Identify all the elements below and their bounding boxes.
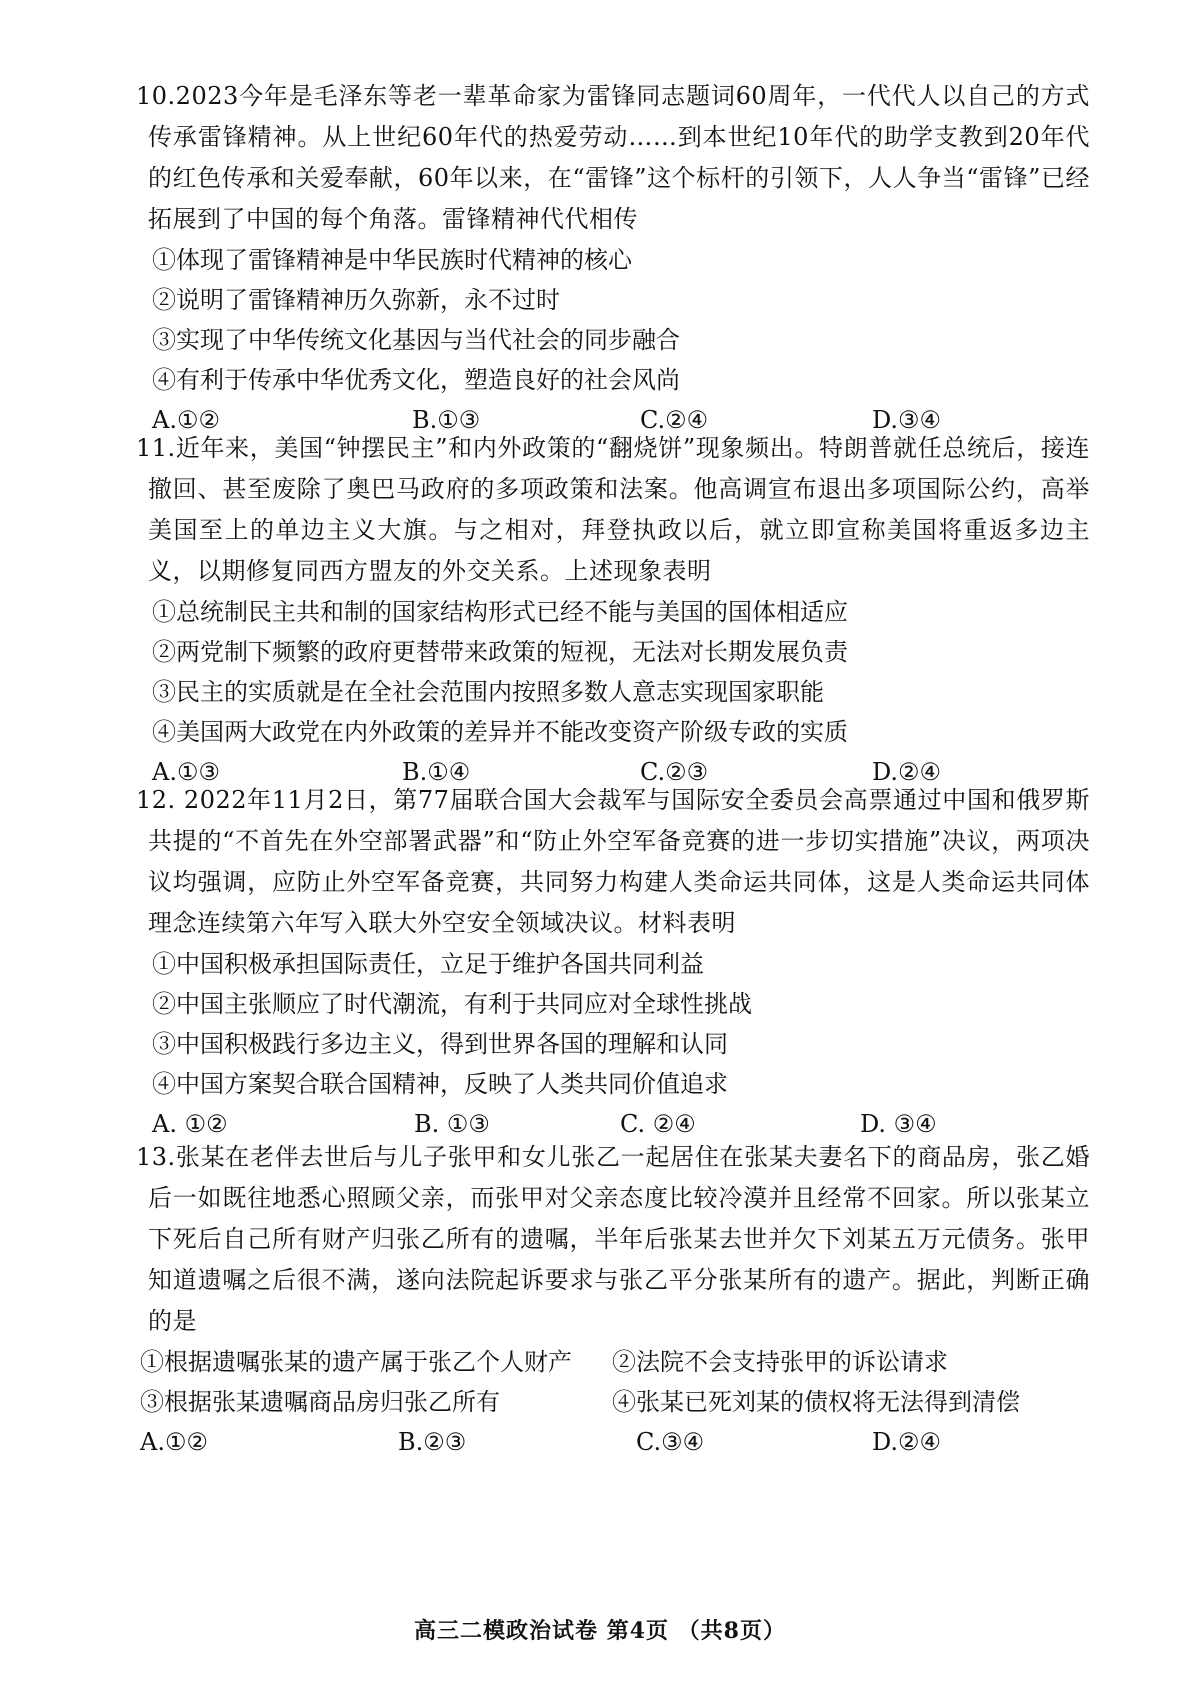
question-13-option-1: ①根据遗嘱张某的遗产属于张乙个人财产 (140, 1348, 572, 1376)
question-13-answer-d: D.②④ (872, 1428, 942, 1456)
page-footer: 高三二模政治试卷 第4页 （共8页） (414, 1618, 786, 1644)
question-12-option-3: ③中国积极践行多边主义，得到世界各国的理解和认同 (152, 1030, 728, 1058)
question-12-option-2: ②中国主张顺应了时代潮流，有利于共同应对全球性挑战 (152, 990, 752, 1018)
question-11 (0, 428, 1200, 792)
question-10-option-1: ①体现了雷锋精神是中华民族时代精神的核心 (152, 246, 632, 274)
question-13-options-row-1 (0, 1342, 1200, 1382)
question-10-answer-d: D.③④ (872, 406, 942, 434)
question-10 (0, 76, 1200, 440)
question-13-stem: 13.张某在老伴去世后与儿子张甲和女儿张乙一起居住在张某夫妻名下的商品房，张乙婚后一如既往地悉心照顾父亲，而张甲对父亲态度比较冷漠并且经常不回家。所以张某立下死后自己所有财产归张乙所有的遗嘱，半年后张某去世并欠下刘某五万元债务。张甲知道遗嘱之后很不满，遂向法院起诉要求与张乙平分张某所有的遗产。据此，判断正确的是 (136, 1143, 1090, 1335)
question-11-answer-c: C.②③ (640, 758, 709, 786)
question-12-answer-a: A. ①② (152, 1110, 228, 1138)
question-12-answer-b: B. ①③ (414, 1110, 490, 1138)
question-11-option-1: ①总统制民主共和制的国家结构形式已经不能与美国的国体相适应 (152, 598, 848, 626)
question-11-answer-b: B.①④ (402, 758, 471, 786)
question-11-answer-a: A.①③ (152, 758, 220, 786)
question-12-answer-c: C. ②④ (620, 1110, 696, 1138)
question-13-option-3: ③根据张某遗嘱商品房归张乙所有 (140, 1388, 500, 1416)
question-13-answers (0, 1422, 1200, 1462)
question-10-answer-c: C.②④ (640, 406, 709, 434)
question-10-stem: 10.2023今年是毛泽东等老一辈革命家为雷锋同志题词60周年，一代代人以自己的方式传承雷锋精神。从上世纪60年代的热爱劳动……到本世纪10年代的助学支教到20年代的红色传承和关爱奉献，60年以来，在“雷锋”这个标杆的引领下，人人争当“雷锋”已经拓展到了中国的每个角落。雷锋精神代代相传 (136, 82, 1090, 233)
question-13-option-2: ②法院不会支持张甲的诉讼请求 (612, 1348, 948, 1376)
question-10-answer-a: A.①② (152, 406, 220, 434)
question-13-options-row-2 (0, 1382, 1200, 1422)
question-13-option-4: ④张某已死刘某的债权将无法得到清偿 (612, 1388, 1020, 1416)
question-11-stem: 11.近年来，美国“钟摆民主”和内外政策的“翻烧饼”现象频出。特朗普就任总统后，接连撤回、甚至废除了奥巴马政府的多项政策和法案。他高调宣布退出多项国际公约，高举美国至上的单边主义大旗。与之相对，拜登执政以后，就立即宣称美国将重返多边主义，以期修复同西方盟友的外交关系。上述现象表明 (136, 434, 1090, 585)
question-12-option-1: ①中国积极承担国际责任，立足于维护各国共同利益 (152, 950, 704, 978)
question-10-option-3: ③实现了中华传统文化基因与当代社会的同步融合 (152, 326, 680, 354)
question-10-answer-b: B.①③ (412, 406, 481, 434)
question-12 (0, 780, 1200, 1144)
question-12-option-4: ④中国方案契合联合国精神，反映了人类共同价值追求 (152, 1070, 728, 1098)
question-13 (0, 1137, 1200, 1462)
question-13-answer-a: A.①② (140, 1428, 208, 1456)
question-11-option-4: ④美国两大政党在内外政策的差异并不能改变资产阶级专政的实质 (152, 718, 848, 746)
question-10-option-4: ④有利于传承中华优秀文化，塑造良好的社会风尚 (152, 366, 680, 394)
question-11-answer-d: D.②④ (872, 758, 942, 786)
question-13-answer-b: B.②③ (398, 1428, 467, 1456)
question-11-option-3: ③民主的实质就是在全社会范围内按照多数人意志实现国家职能 (152, 678, 824, 706)
question-12-answer-d: D. ③④ (860, 1110, 937, 1138)
question-13-answer-c: C.③④ (636, 1428, 705, 1456)
question-10-option-2: ②说明了雷锋精神历久弥新，永不过时 (152, 286, 560, 314)
question-12-stem: 12. 2022年11月2日，第77届联合国大会裁军与国际安全委员会高票通过中国和俄罗斯共提的“不首先在外空部署武器”和“防止外空军备竞赛的进一步切实措施”决议，两项决议均强调，应防止外空军备竞赛，共同努力构建人类命运共同体，这是人类命运共同体理念连续第六年写入联大外空安全领域决议。材料表明 (136, 786, 1090, 937)
question-11-option-2: ②两党制下频繁的政府更替带来政策的短视，无法对长期发展负责 (152, 638, 848, 666)
